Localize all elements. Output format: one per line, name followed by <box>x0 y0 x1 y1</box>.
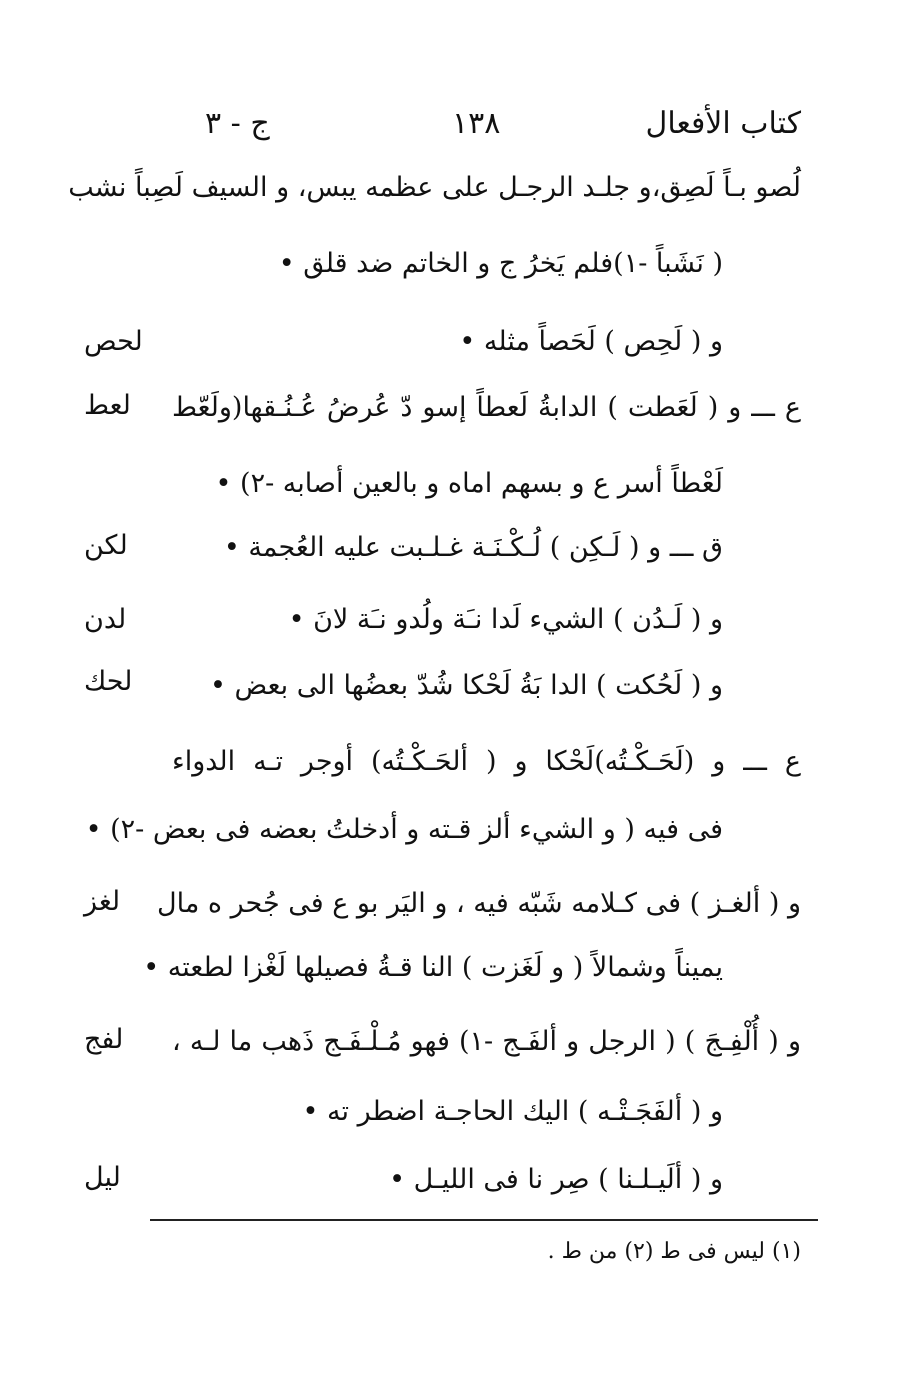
text-line-7: و ( لَـدُن ) الشيء لَدا نـَة ولُدو نـَة لانَ • <box>288 604 723 635</box>
text-line-9: ع ـــ و (لَحَـكْـتُه)لَحْكا و ( ألحَـكْـتُه) أوجر تـه الدواء <box>172 746 801 777</box>
text-line-5: لَعْطاً أسر ع و بسهم اماه و بالعين أصابه -٢) • <box>215 468 723 499</box>
text-line-12: يميناً وشمالاً ( و لَغَزت ) النا قـةُ فصيلها لَغْزا لطعته • <box>143 952 723 983</box>
page-number: ١٣٨ <box>452 106 501 141</box>
text-line-14: و ( ألفَجَـتْـه ) اليك الحاجـة اضطر ته • <box>302 1096 723 1127</box>
book-title: كتاب الأفعال <box>645 106 801 141</box>
root-word-lahs: لحص <box>84 326 143 357</box>
footnote: (١) ليس فى ط (٢) من ط . <box>547 1239 801 1264</box>
text-line-11: و ( ألغـز ) فى كـلامه شَبّه فيه ، و اليَر بو ع فى جُحر ه مال <box>157 888 801 919</box>
text-line-15: و ( ألَيـلـنا ) صِر نا فى الليـل • <box>389 1164 723 1195</box>
volume-label: ج - ٣ <box>205 106 270 141</box>
root-word-lughz: لغز <box>84 886 121 917</box>
root-word-lafj: لفج <box>84 1024 124 1055</box>
root-word-lahk: لحك <box>84 666 133 697</box>
text-line-8: و ( لَحُكت ) الدا بَةُ لَحْكا شُدّ بعضُها الى بعض • <box>210 670 723 701</box>
text-line-3: و ( لَحِص ) لَحَصاً مثله • <box>459 326 723 357</box>
text-line-10: فى فيه ( و الشيء ألز قـته و أدخلتُ بعضه فى بعض -٢) • <box>85 814 723 845</box>
text-line-1: لُصو بـاً لَصِق،و جلـد الرجـل على عظمه يبس، و السيف لَصِباً نشب <box>68 172 801 203</box>
footnote-divider <box>150 1219 818 1221</box>
root-word-ladn: لدن <box>84 604 127 635</box>
root-word-lail: ليل <box>84 1162 121 1193</box>
text-line-2: ( نَشَباً -١)فلم يَخرُ ج و الخاتم ضد قلق • <box>278 248 723 279</box>
root-word-laat: لعط <box>84 390 131 421</box>
text-line-4: ع ـــ و ( لَعَطت ) الدابةُ لَعطاً إسو دّ عُرضُ عُـنُـقها(ولَعّط <box>172 392 801 423</box>
text-line-6: ق ـــ و ( لَـكِن ) لُـكْـنَـة غـلـبت عليه العُجمة • <box>223 532 723 563</box>
root-word-lakn: لكن <box>84 530 128 561</box>
text-line-13: و ( أُلْفِـجَ ) ( الرجل و ألفَـج -١) فهو مُـلْـفَـج ذَهب ما لـه ، <box>172 1026 801 1057</box>
